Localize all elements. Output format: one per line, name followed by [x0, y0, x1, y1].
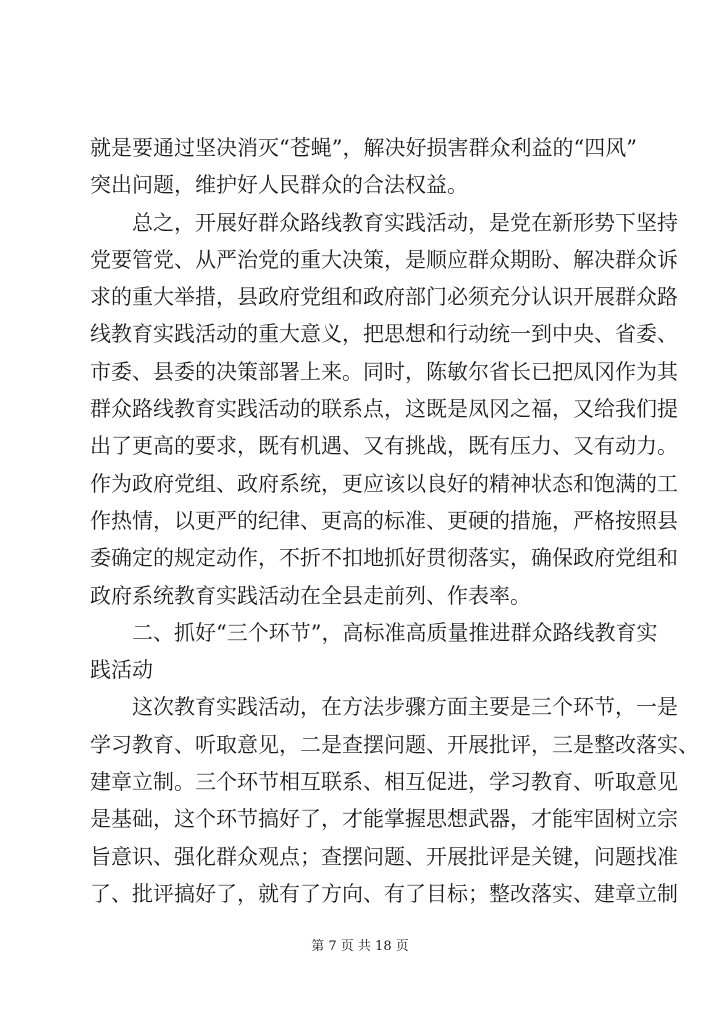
text-line: 突出问题，维护好人民群众的合法权益。: [90, 173, 468, 198]
text-line: 是基础，这个环节搞好了，才能掌握思想武器，才能牢固树立宗: [90, 807, 678, 832]
text-line: 党要管党、从严治党的重大决策，是顺应群众期盼、解决群众诉: [90, 247, 678, 272]
body-text: [90, 130, 699, 913]
text-line: 政府系统教育实践活动在全县走前列、作表率。: [90, 583, 531, 608]
text-line: 旨意识、强化群众观点；查摆问题、开展批评是关键，问题找准: [90, 844, 678, 869]
text-line: 求的重大举措，县政府党组和政府部门必须充分认识开展群众路: [90, 285, 678, 310]
text-line: 作为政府党组、政府系统，更应该以良好的精神状态和饱满的工: [90, 471, 678, 496]
text-line: 出了更高的要求，既有机遇、又有挑战，既有压力、又有动力。: [90, 434, 678, 459]
text-line: 群众路线教育实践活动的联系点，这既是凤冈之福，又给我们提: [90, 397, 678, 422]
text-line: 线教育实践活动的重大意义，把思想和行动统一到中央、省委、: [90, 322, 678, 347]
text-line: 这次教育实践活动，在方法步骤方面主要是三个环节，一是: [132, 695, 678, 720]
text-line: 总之，开展好群众路线教育实践活动，是党在新形势下坚持: [132, 210, 678, 235]
text-line: 作热情，以更严的纪律、更高的标准、更硬的措施，严格按照县: [90, 508, 678, 533]
text-line: 市委、县委的决策部署上来。同时，陈敏尔省长已把凤冈作为其: [90, 359, 678, 384]
text-line: 委确定的规定动作，不折不扣地抓好贯彻落实，确保政府党组和: [90, 546, 678, 571]
text-line: 建章立制。三个环节相互联系、相互促进，学习教育、听取意见: [90, 770, 678, 795]
text-line: 了、批评搞好了，就有了方向、有了目标；整改落实、建章立制: [90, 881, 678, 906]
section-heading-line: 二、抓好“三个环节”，高标准高质量推进群众路线教育实: [132, 620, 658, 645]
section-heading-line: 践活动: [90, 658, 153, 683]
text-line: 学习教育、听取意见，二是查摆问题、开展批评，三是整改落实、: [90, 732, 699, 757]
text-line: 就是要通过坚决消灭“苍蝇”，解决好损害群众利益的“四风”: [90, 136, 637, 160]
page-number-footer: 第 7 页 共 18 页: [311, 939, 409, 954]
